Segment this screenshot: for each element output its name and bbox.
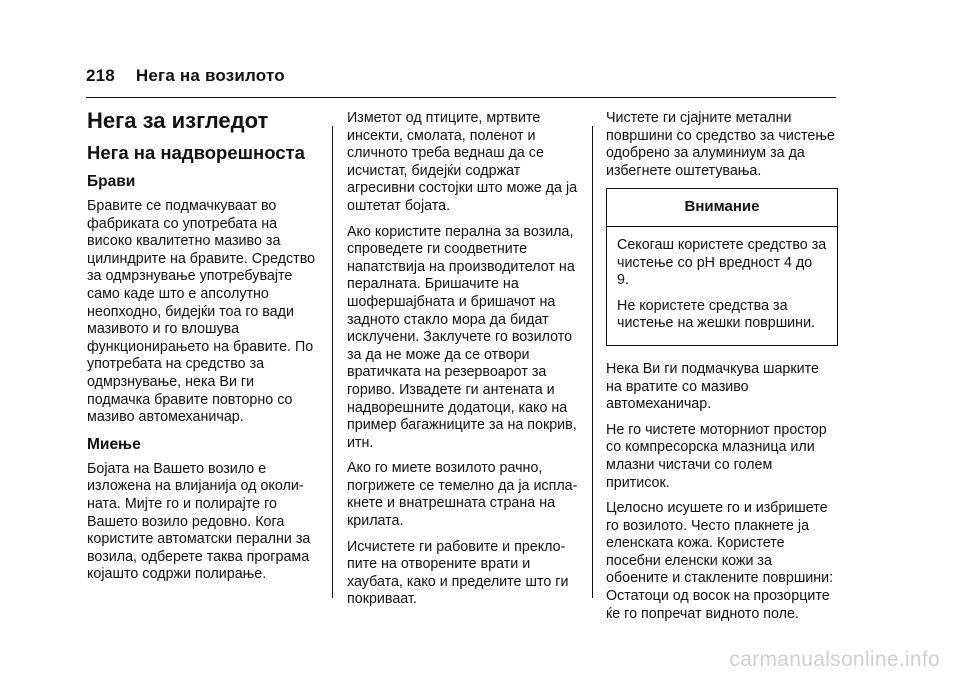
warning-body <box>607 227 837 345</box>
column-middle <box>347 110 583 617</box>
warning-box <box>606 188 838 346</box>
locks-paragraph: Бравите се подмачкуваат во фабриката со употребата на високо квалитетно мазиво за цилиндрите на бравите. Средство за одмрзнување употребувајте само каде што е апсолутно неопходно, бидејќи тоа го вади мазивото и го влошува функционирањето на бравите. По употребата на средство за одмрзнување, нека Ви ги подмачка бравите повторно со мазиво автомеханичар. <box>87 198 316 426</box>
paragraph: Ако користите перална за возила, спроведете ги соодветните напатствија на производителот на пералната. Бришачите на шофершајбната и бришачот на задното стакло мора да бидат исклучени. Заклучете го возилото за да не може да се отвори вратичката на резервоарот за гориво. Извадете ги антената и надворешните додатоци, како на пример багажниците за на покрив, итн. <box>347 223 577 451</box>
locks-heading: Брави <box>87 173 136 190</box>
column-left <box>87 108 319 592</box>
column-divider-1 <box>332 126 333 598</box>
paragraph: Ако го миете возилото рачно, погрижете се темелно да ја испла-кнете и внатрешната страна на крилата. <box>347 460 578 530</box>
header-rule <box>86 97 836 98</box>
paragraph: Целосно исушете го и избришете го возилото. Често плакнете ја еленската кожа. Користете посебни еленски кожи за обоените и стаклените површини: Остатоци од восок на прозорците ќе го попречат видното поле. <box>606 500 834 622</box>
column-right <box>606 110 838 631</box>
warning-text: Секогаш користете средство за чистење со pH вредност 4 до 9. <box>617 236 827 289</box>
page-title: Нега за изгледот <box>87 108 269 133</box>
paragraph: Нека Ви ги подмачкува шарките на вратите со мазиво автомеханичар. <box>606 360 819 413</box>
paragraph: Исчистете ги рабовите и прекло-пите на отворените врати и хаубата, како и пределите што ги покриваат. <box>347 538 569 608</box>
section-title: Нега на возилото <box>135 66 285 85</box>
paragraph: Чистете ги сјајните метални површини со средство за чистење одобрено за алуминиум за да избегнете оштетувања. <box>606 110 835 179</box>
washing-heading: Миење <box>87 435 141 453</box>
watermark: carmanualsonline.info <box>729 648 940 671</box>
page-header <box>86 66 285 86</box>
section-heading: Нега на надворешноста <box>87 142 305 163</box>
warning-text: Не користете средства за чистење на жешки површини. <box>617 297 816 332</box>
column-divider-2 <box>592 126 593 598</box>
washing-paragraph: Бојата на Вашето возило е изложена на влијанија од околи-ната. Мијте го и полирајте го Вашето возило редовно. Кога користите автоматски перални за возила, одберете таква програма којашто содржи полирање. <box>87 460 311 583</box>
warning-title: Внимание <box>607 189 837 227</box>
paragraph: Не го чистете моторниот простор со компресорска млазница или млазни чистачи со голем притисок. <box>606 421 827 491</box>
page-number: 218 <box>86 66 115 85</box>
paragraph: Изметот од птиците, мртвите инсекти, смолата, поленот и сличното треба веднаш да се исчистат, бидејќи содржат агресивни состојки што може да ја оштетат бојата. <box>347 110 578 214</box>
